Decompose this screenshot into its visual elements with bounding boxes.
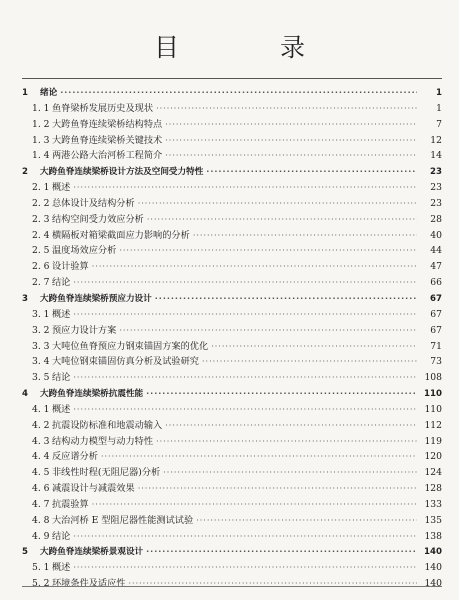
entry-page-number: 47: [430, 261, 442, 273]
dot-leader: [202, 354, 417, 370]
dot-leader: [119, 243, 417, 259]
entry-number: 2. 3: [32, 213, 50, 225]
page-title: 目 录: [153, 33, 343, 62]
toc-chapter-entry[interactable]: [22, 544, 442, 560]
toc-section-entry[interactable]: [22, 228, 442, 244]
toc-section-entry[interactable]: [22, 196, 442, 212]
entry-title: 鱼脊梁桥发展历史及现状: [52, 102, 154, 114]
dot-leader: [73, 560, 417, 576]
entry-page-number: 28: [430, 213, 442, 225]
entry-title: 大跨鱼脊连续梁桥抗震性能: [40, 389, 144, 400]
entry-page-number: 133: [424, 498, 442, 510]
toc-section-entry[interactable]: [22, 370, 442, 386]
entry-page-number: 71: [430, 340, 442, 352]
entry-page-number: 1: [436, 88, 442, 98]
dot-leader: [101, 449, 417, 465]
entry-title: 预应力设计方案: [52, 324, 117, 336]
entry-page-number: 120: [424, 451, 442, 463]
entry-page-number: 67: [430, 308, 442, 320]
entry-number: 3. 5: [32, 372, 50, 384]
entry-number: 2. 1: [32, 182, 50, 194]
entry-title: 大跨鱼脊连续梁桥结构特点: [52, 118, 163, 130]
entry-page-number: 140: [424, 562, 442, 574]
entry-page-number: 108: [424, 372, 442, 384]
entry-number: 2. 7: [32, 277, 50, 289]
entry-number: 1. 4: [32, 150, 50, 162]
dot-leader: [155, 291, 417, 307]
toc-section-entry[interactable]: [22, 323, 442, 339]
toc-chapter-entry[interactable]: [22, 386, 442, 402]
entry-page-number: 23: [430, 197, 442, 209]
dot-leader: [73, 370, 417, 386]
entry-page-number: 23: [430, 167, 442, 178]
dot-leader: [73, 180, 417, 196]
dot-leader: [196, 513, 417, 529]
toc-section-entry[interactable]: [22, 148, 442, 164]
entry-number: 5. 2: [32, 578, 50, 590]
entry-number: 3. 1: [32, 308, 50, 320]
toc-section-entry[interactable]: [22, 307, 442, 323]
dot-leader: [165, 133, 417, 149]
dot-leader: [156, 434, 417, 450]
entry-title: 概述: [52, 562, 71, 574]
toc-chapter-entry[interactable]: [22, 85, 442, 101]
entry-number: 1. 2: [32, 118, 50, 130]
entry-number: 5: [22, 547, 28, 558]
entry-number: 2. 6: [32, 261, 50, 273]
entry-number: 5. 1: [32, 562, 50, 574]
entry-title: 环境条件及适应性: [52, 578, 126, 590]
toc-section-entry[interactable]: [22, 481, 442, 497]
entry-title: 设计验算: [52, 261, 89, 273]
toc-section-entry[interactable]: [22, 354, 442, 370]
entry-page-number: 128: [424, 483, 442, 495]
entry-number: 2. 4: [32, 229, 50, 241]
dot-leader: [73, 307, 417, 323]
entry-title: 绪论: [40, 88, 58, 98]
dot-leader: [206, 164, 417, 180]
entry-number: 3. 4: [32, 356, 50, 368]
entry-title: 结构空间受力效应分析: [52, 213, 144, 225]
toc-section-entry[interactable]: [22, 497, 442, 513]
toc-chapter-entry[interactable]: [22, 164, 442, 180]
entry-number: 2. 5: [32, 245, 50, 257]
entry-number: 1. 3: [32, 134, 50, 146]
entry-page-number: 23: [430, 182, 442, 194]
entry-number: 2: [22, 167, 28, 178]
entry-number: 4: [22, 389, 28, 400]
entry-page-number: 67: [430, 293, 442, 304]
entry-number: 4. 7: [32, 498, 50, 510]
entry-title: 结论: [52, 277, 71, 289]
entry-page-number: 110: [424, 403, 442, 415]
toc-section-entry[interactable]: [22, 133, 442, 149]
toc-section-entry[interactable]: [22, 418, 442, 434]
toc-section-entry[interactable]: [22, 117, 442, 133]
entry-page-number: 7: [436, 118, 442, 130]
toc-section-entry[interactable]: [22, 339, 442, 355]
entry-page-number: 67: [430, 324, 442, 336]
entry-title: 大跨鱼脊连续梁桥设计方法及空间受力特性: [40, 167, 204, 178]
toc-chapter-entry[interactable]: [22, 291, 442, 307]
entry-page-number: 135: [424, 514, 442, 526]
entry-title: 大吨位鱼脊预应力钢束锚固方案的优化: [52, 340, 209, 352]
entry-page-number: 140: [424, 547, 442, 558]
entry-number: 4. 2: [32, 419, 50, 431]
entry-title: 大治河桥 E 型阻尼器性能测试试验: [52, 514, 194, 526]
dot-leader: [73, 275, 417, 291]
toc-section-entry[interactable]: [22, 465, 442, 481]
entry-title: 横隔板对箱梁截面应力影响的分析: [52, 229, 190, 241]
entry-title: 抗震设防标准和地震动输入: [52, 419, 163, 431]
entry-page-number: 110: [424, 389, 442, 400]
entry-page-number: 119: [424, 435, 442, 447]
bottom-rule: [22, 586, 442, 587]
entry-number: 4. 1: [32, 403, 50, 415]
dot-leader: [165, 117, 417, 133]
entry-page-number: 12: [430, 134, 442, 146]
entry-title: 两港公路大治河桥工程简介: [52, 150, 163, 162]
toc-section-entry[interactable]: [22, 243, 442, 259]
dot-leader: [73, 529, 417, 545]
dot-leader: [73, 402, 417, 418]
dot-leader: [92, 259, 417, 275]
toc-section-entry[interactable]: [22, 212, 442, 228]
toc-section-entry[interactable]: [22, 449, 442, 465]
toc-section-entry[interactable]: [22, 259, 442, 275]
toc-section-entry[interactable]: [22, 101, 442, 117]
entry-page-number: 112: [424, 419, 442, 431]
entry-page-number: 14: [430, 150, 442, 162]
dot-leader: [92, 497, 417, 513]
entry-title: 总体设计及结构分析: [52, 197, 135, 209]
entry-title: 大吨位钢束锚固仿真分析及试验研究: [52, 356, 199, 368]
dot-leader: [147, 212, 417, 228]
dot-leader: [193, 228, 417, 244]
entry-page-number: 140: [424, 578, 442, 590]
dot-leader: [156, 101, 417, 117]
dot-leader: [138, 481, 417, 497]
entry-number: 4. 4: [32, 451, 50, 463]
entry-number: 4. 3: [32, 435, 50, 447]
dot-leader: [129, 576, 418, 592]
top-rule: [22, 78, 442, 79]
toc-list: [22, 85, 442, 592]
entry-number: 4. 6: [32, 483, 50, 495]
entry-number: 4. 5: [32, 467, 50, 479]
entry-title: 反应谱分析: [52, 451, 98, 463]
dot-leader: [146, 386, 417, 402]
entry-number: 3: [22, 293, 28, 304]
entry-title: 概述: [52, 308, 71, 320]
entry-title: 结论: [52, 372, 71, 384]
entry-title: 概述: [52, 403, 71, 415]
dot-leader: [165, 418, 417, 434]
dot-leader: [146, 544, 417, 560]
toc-section-entry[interactable]: [22, 180, 442, 196]
dot-leader: [165, 148, 417, 164]
entry-title: 大跨鱼脊连续梁桥景观设计: [40, 547, 144, 558]
entry-title: 温度场效应分析: [52, 245, 117, 257]
dot-leader: [119, 323, 417, 339]
entry-title: 大跨鱼脊连续梁桥预应力设计: [40, 293, 152, 304]
entry-page-number: 138: [424, 530, 442, 542]
dot-leader: [60, 85, 417, 101]
toc-section-entry[interactable]: [22, 434, 442, 450]
entry-number: 3. 3: [32, 340, 50, 352]
toc-section-entry[interactable]: [22, 576, 442, 592]
toc-section-entry[interactable]: [22, 560, 442, 576]
entry-page-number: 40: [430, 229, 442, 241]
entry-title: 概述: [52, 182, 71, 194]
entry-page-number: 44: [430, 245, 442, 257]
entry-number: 1: [22, 88, 28, 98]
entry-title: 大跨鱼脊连续梁桥关键技术: [52, 134, 163, 146]
entry-page-number: 124: [424, 467, 442, 479]
entry-number: 2. 2: [32, 197, 50, 209]
entry-title: 抗震验算: [52, 498, 89, 510]
entry-number: 4. 8: [32, 514, 50, 526]
entry-title: 非线性时程(无阻尼器)分析: [52, 467, 161, 479]
entry-number: 4. 9: [32, 530, 50, 542]
entry-page-number: 1: [436, 102, 442, 114]
toc-section-entry[interactable]: [22, 275, 442, 291]
entry-page-number: 66: [430, 277, 442, 289]
entry-page-number: 73: [430, 356, 442, 368]
entry-title: 结构动力模型与动力特性: [52, 435, 154, 447]
toc-section-entry[interactable]: [22, 513, 442, 529]
dot-leader: [163, 465, 417, 481]
dot-leader: [211, 339, 417, 355]
entry-number: 1. 1: [32, 102, 50, 114]
dot-leader: [138, 196, 417, 212]
entry-title: 减震设计与减震效果: [52, 483, 135, 495]
entry-title: 结论: [52, 530, 71, 542]
entry-number: 3. 2: [32, 324, 50, 336]
toc-section-entry[interactable]: [22, 402, 442, 418]
toc-section-entry[interactable]: [22, 529, 442, 545]
